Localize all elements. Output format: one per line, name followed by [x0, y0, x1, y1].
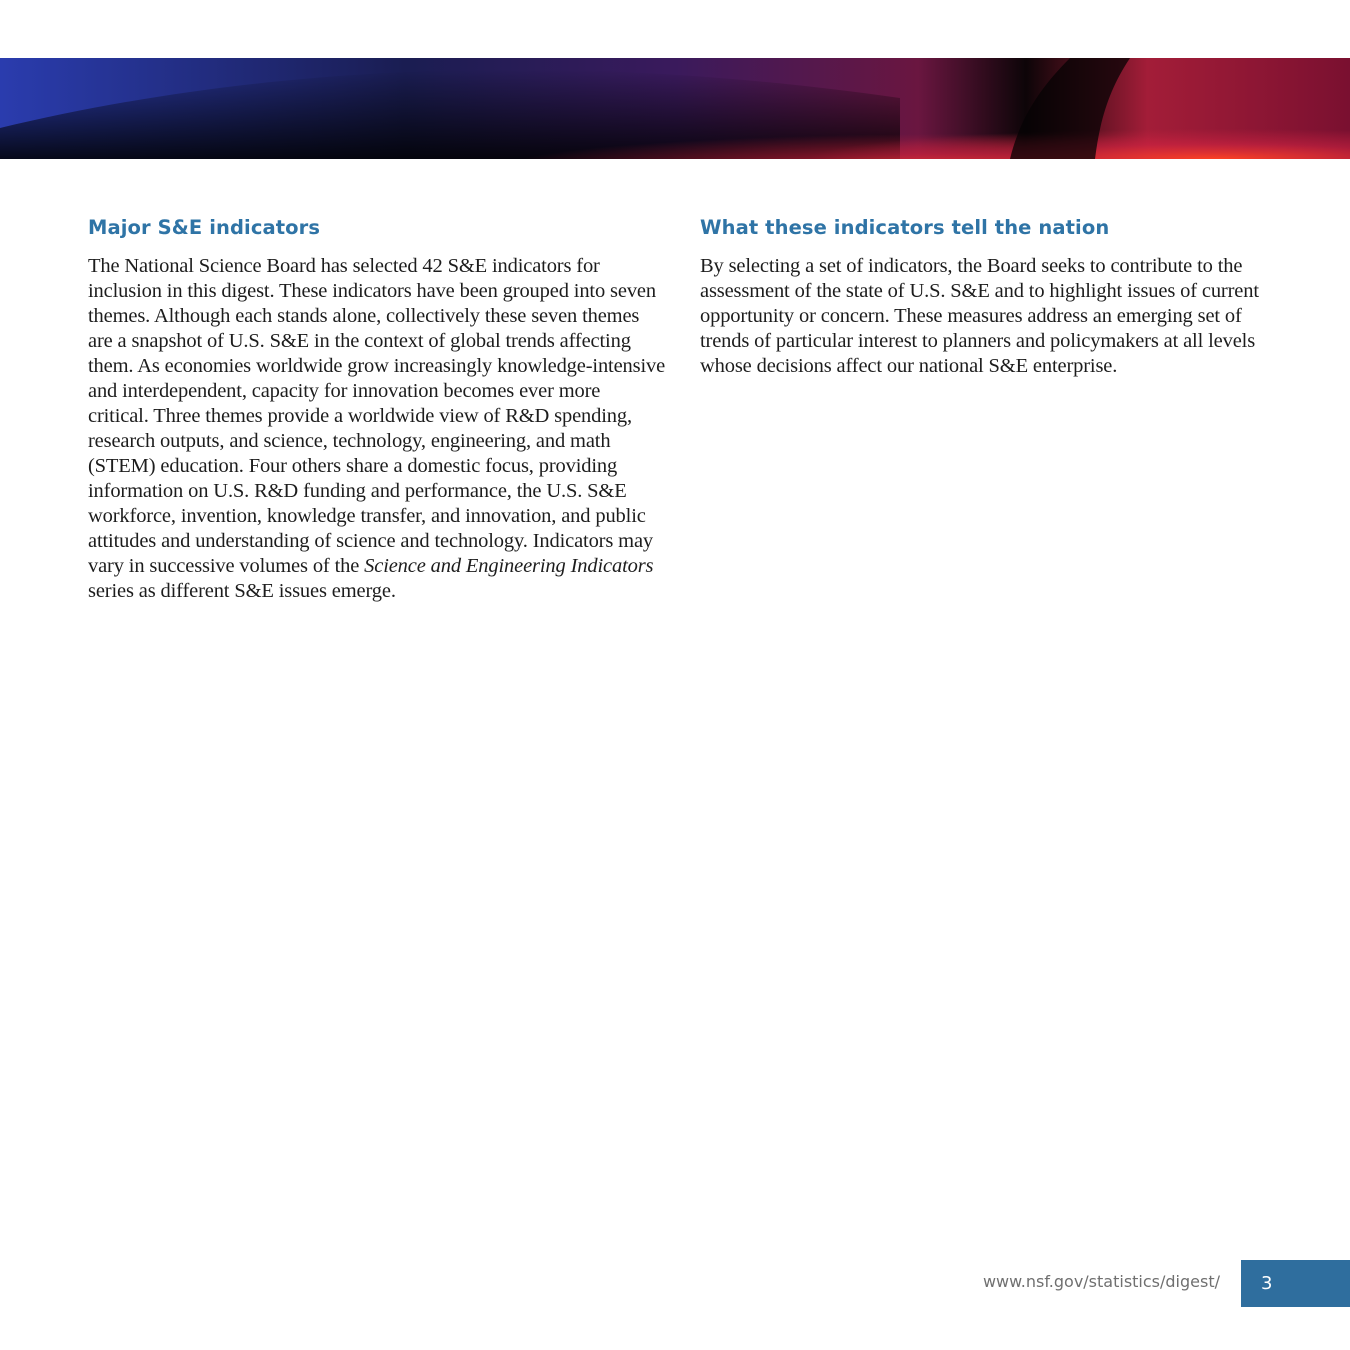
publication-title: Science and Engineering Indicators [364, 555, 654, 577]
paragraph-line: themes. Although each stands alone, collectively these seven themes [88, 305, 640, 327]
paragraph-line: research outputs, and science, technology, engineering, and math [88, 430, 611, 452]
paragraph-line: inclusion in this digest. These indicators have been grouped into seven [88, 280, 656, 302]
paragraph-line: them. As economies worldwide grow increasingly knowledge-intensive [88, 355, 666, 377]
left-column [88, 212, 666, 604]
major-indicators-paragraph [88, 254, 666, 604]
paragraph-line: trends of particular interest to planners and policymakers at all levels [700, 330, 1256, 352]
line-text: vary in successive volumes of the [88, 555, 365, 577]
paragraph-line: The National Science Board has selected 42 S&E indicators for [88, 255, 600, 277]
paragraph-line: whose decisions affect our national S&E enterprise. [700, 355, 1118, 377]
paragraph-line: and interdependent, capacity for innovation becomes ever more [88, 380, 601, 402]
page-number-badge: 3 [1241, 1260, 1350, 1307]
paragraph-line: opportunity or concern. These measures address an emerging set of [700, 305, 1242, 327]
what-indicators-tell-paragraph [700, 254, 1266, 379]
paragraph-line: series as different S&E issues emerge. [88, 580, 396, 602]
paragraph-line: assessment of the state of U.S. S&E and to highlight issues of current [700, 280, 1259, 302]
paragraph-line: critical. Three themes provide a worldwide view of R&D spending, [88, 405, 632, 427]
paragraph-line: By selecting a set of indicators, the Board seeks to contribute to the [700, 255, 1243, 277]
right-column [700, 212, 1266, 379]
paragraph-line: are a snapshot of U.S. S&E in the context of global trends affecting [88, 330, 631, 352]
paragraph-line [88, 554, 654, 579]
footer-url-link[interactable]: www.nsf.gov/statistics/digest/ [982, 1272, 1220, 1291]
section-heading-what-indicators-tell: What these indicators tell the nation [700, 216, 1110, 239]
paragraph-line: workforce, invention, knowledge transfer, and innovation, and public [88, 505, 646, 527]
paragraph-line: (STEM) education. Four others share a domestic focus, providing [88, 455, 618, 477]
paragraph-line: information on U.S. R&D funding and performance, the U.S. S&E [88, 480, 627, 502]
section-heading-major-indicators: Major S&E indicators [88, 216, 321, 239]
paragraph-line: attitudes and understanding of science and technology. Indicators may [88, 530, 653, 552]
header-banner-image [0, 58, 1350, 159]
